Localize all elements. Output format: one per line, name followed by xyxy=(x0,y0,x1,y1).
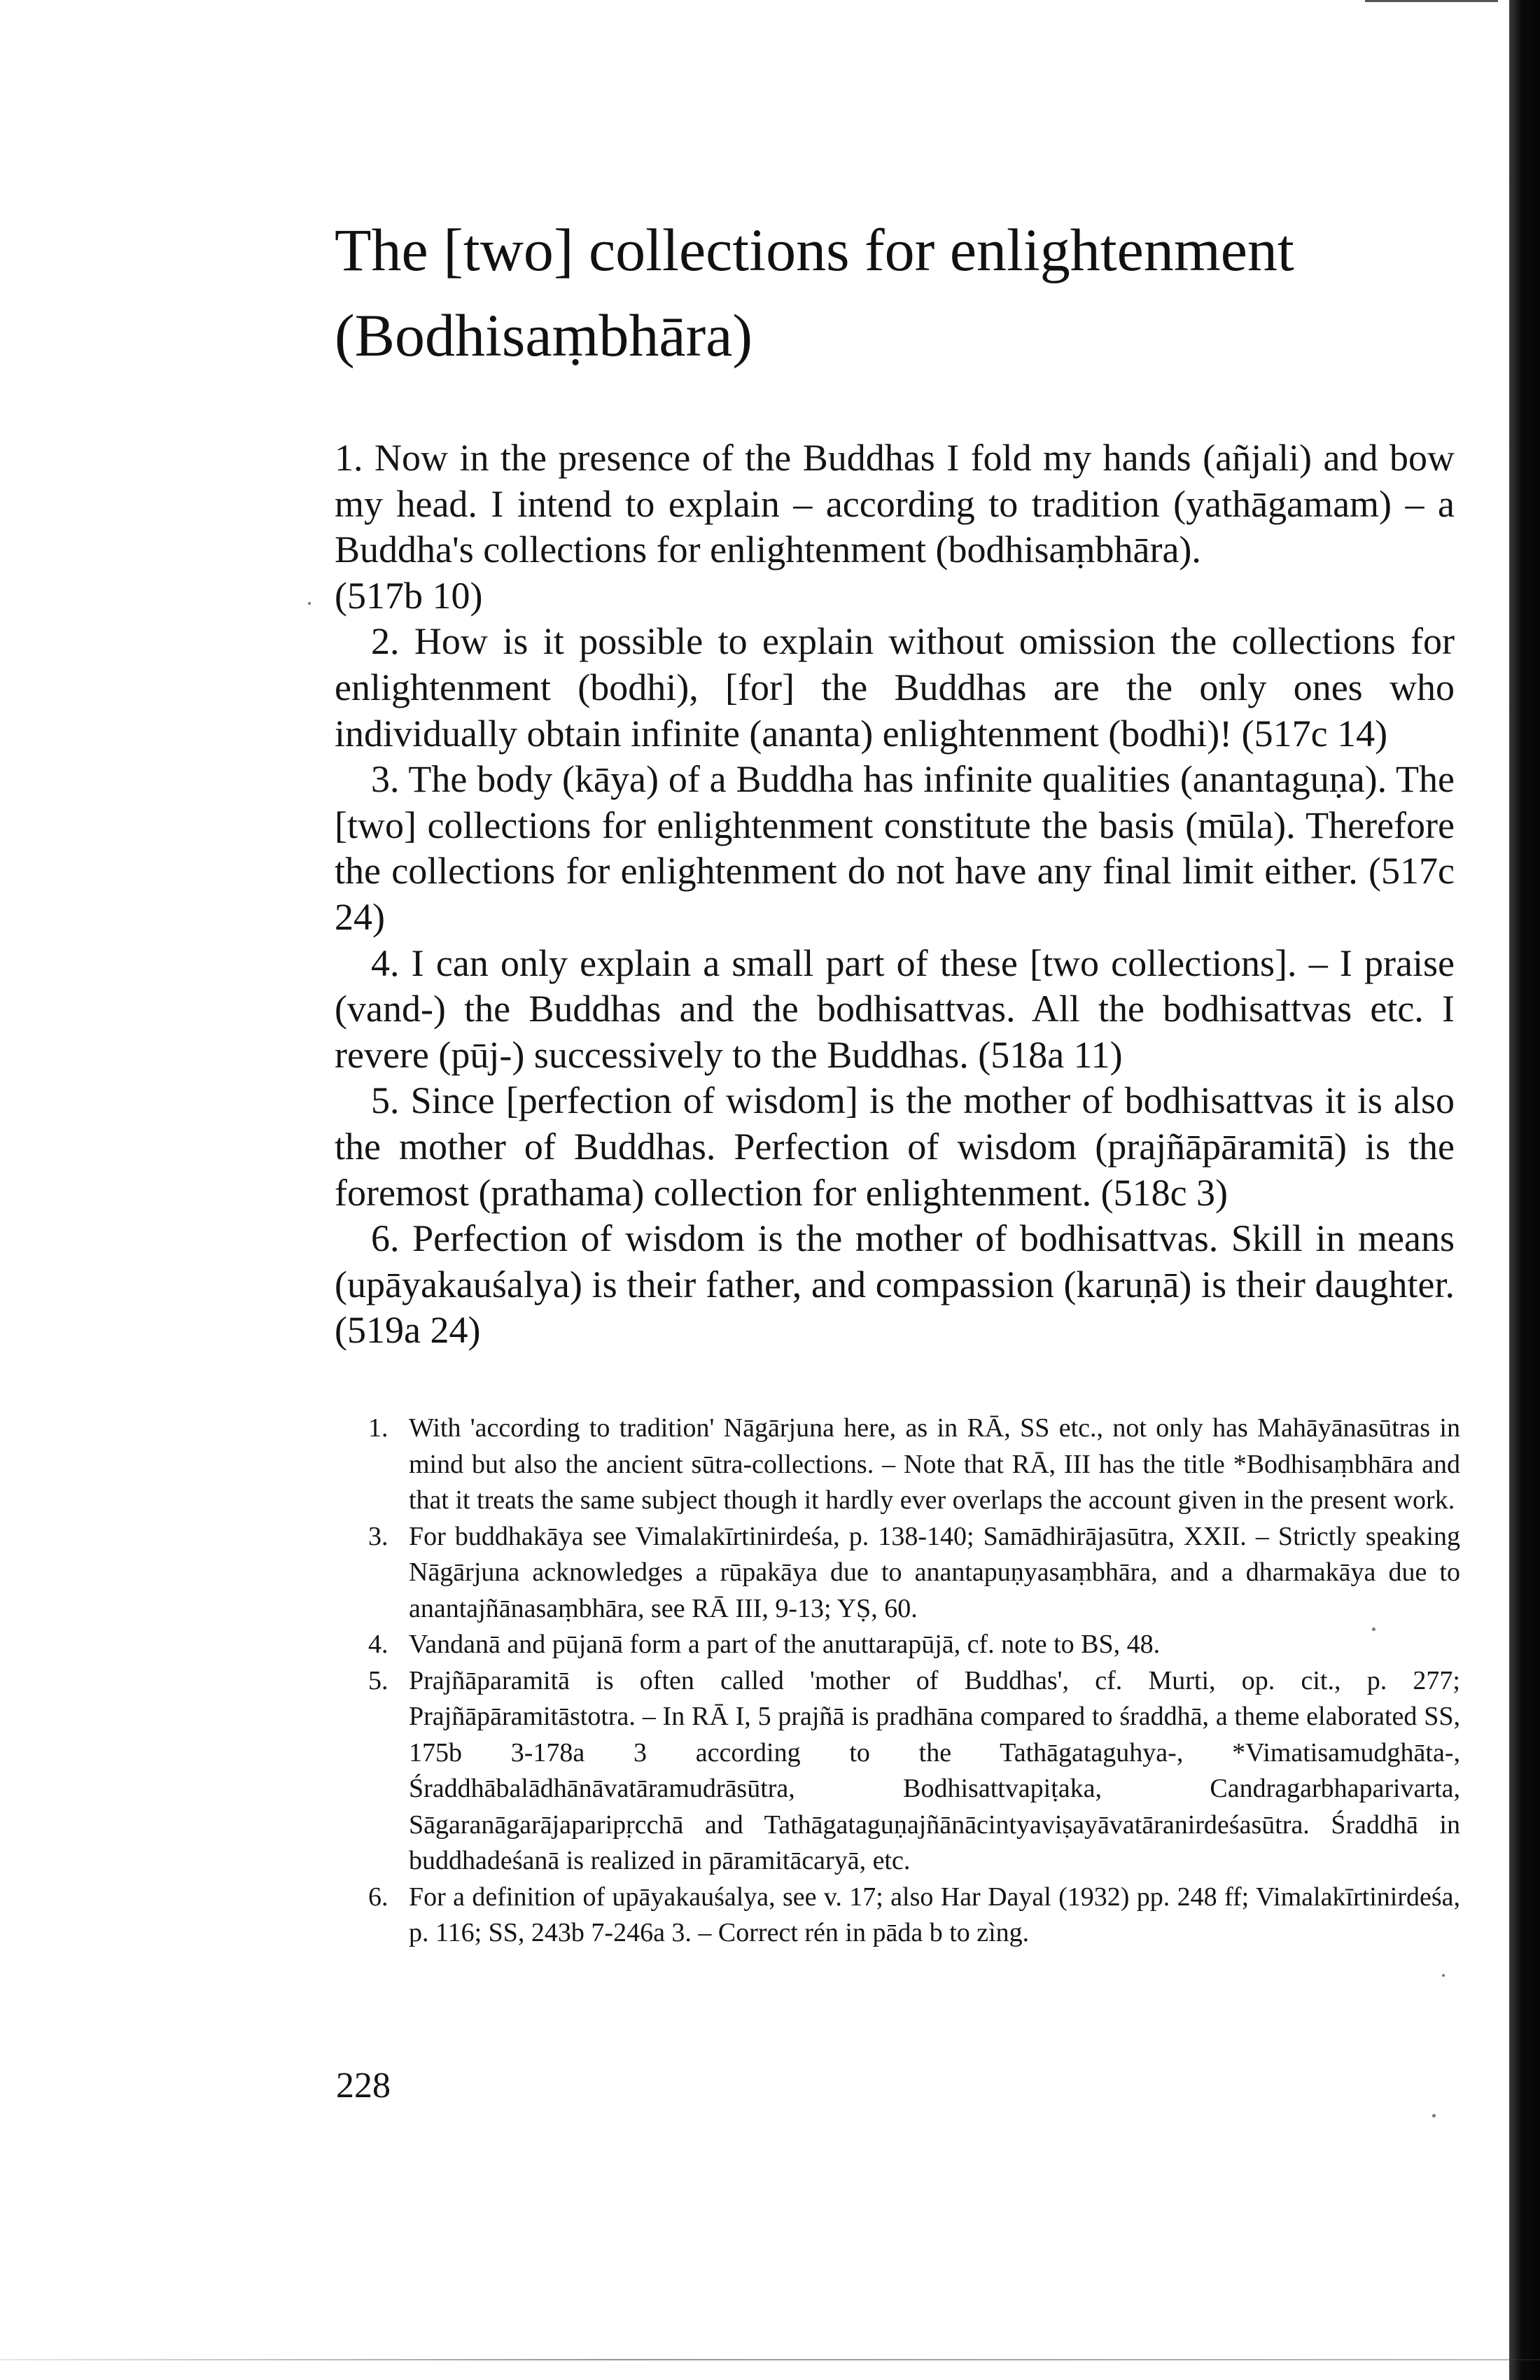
verse-1: 1. Now in the presence of the Buddhas I fold my hands (añjali) and bow my head. I intend to explain – according to tradition (yathāgamam) – a Buddha's collections for enlightenment (bodhisaṃbhāra). xyxy=(335,437,1455,571)
scan-speck xyxy=(308,602,311,605)
scan-top-mark xyxy=(1365,0,1498,2)
footnote-number: 1. xyxy=(368,1413,388,1443)
footnote-text: For buddhakāya see Vimalakīrtinirdeśa, p. 138-140; Samādhirājasūtra, XXII. – Strictly speaking Nāgārjuna acknowledges a rūpakāya due to anantapuṇyasaṃbhāra, and a dharmakāya due to anantajñānasaṃbhāra, see RĀ III, 9-13; YṢ, 60. xyxy=(409,1521,1460,1623)
footnote-text: Vandanā and pūjanā form a part of the anuttarapūjā, cf. note to BS, 48. xyxy=(409,1630,1161,1659)
footnote-text: For a definition of upāyakauśalya, see v. 17; also Har Dayal (1932) pp. 248 ff; Vimalakīrtinirdeśa, p. 116; SS, 243b 7-246a 3. – Correct rén in pāda b to zìng. xyxy=(409,1882,1460,1947)
footnote-number: 3. xyxy=(368,1521,388,1551)
footnote-number: 5. xyxy=(368,1665,388,1695)
verse-5: 5. Since [perfection of wisdom] is the mother of bodhisattvas it is also the mother of Buddhas. Perfection of wisdom (prajñāpāramitā) is the foremost (prathama) collection for enlightenment. (518c 3) xyxy=(335,1079,1455,1214)
page-number: 228 xyxy=(336,2066,391,2106)
verse-3: 3. The body (kāya) of a Buddha has infinite qualities (anantaguṇa). The [two] collections for enlightenment constitute the basis (mūla). Therefore the collections for enlightenment do not have any final limit either. (517c 24) xyxy=(335,758,1455,938)
footnote xyxy=(335,1410,1460,1519)
page-title xyxy=(335,207,1427,378)
footnote-number: 6. xyxy=(368,1882,388,1912)
footnote xyxy=(335,1879,1460,1952)
verse-2: 2. How is it possible to explain without omission the collections for enlightenment (bodhi), [for] the Buddhas are the only ones who individually obtain infinite (ananta) enlightenment (bodhi)! (517c 14) xyxy=(335,620,1455,755)
footnote xyxy=(335,1663,1460,1879)
verse-text xyxy=(335,435,1455,1354)
scan-shadow-edge xyxy=(1509,0,1540,2380)
verse-1-reference: (517b 10) xyxy=(335,574,483,617)
title-line-2: (Bodhisaṃbhāra) xyxy=(335,302,753,369)
footnote-text: With 'according to tradition' Nāgārjuna here, as in RĀ, SS etc., not only has Mahāyānasūtras in mind but also the ancient sūtra-collections. – Note that RĀ, III has the title *Bodhisaṃbhāra and that it treats the same subject though it hardly ever overlaps the account given in the present work. xyxy=(409,1413,1460,1515)
footnote-number: 4. xyxy=(368,1630,388,1659)
footnote-text: Prajñāparamitā is often called 'mother of Buddhas', cf. Murti, op. cit., p. 277; Prajñāpāramitāstotra. – In RĀ I, 5 prajñā is pradhāna compared to śraddhā, a theme elaborated SS, 175b 3-178a 3 according to the Tathāgataguhya-, *Vimatisamudghāta-, Śraddhābalādhānāvatāramudrāsūtra, Bodhisattvapiṭaka, Candragarbhaparivarta, Sāgaranāgarājaparipṛcchā and Tathāgataguṇajñānācintyaviṣayāvatāranirdeśasūtra. Śraddhā in buddhadeśanā is realized in pāramitācaryā, etc. xyxy=(409,1665,1460,1875)
footnote xyxy=(335,1627,1460,1663)
footnotes xyxy=(335,1410,1460,1952)
scan-speck xyxy=(1432,2114,1436,2118)
scan-speck xyxy=(1442,1974,1445,1977)
verse-6: 6. Perfection of wisdom is the mother of bodhisattvas. Skill in means (upāyakauśalya) is their father, and compassion (karuṇā) is their daughter. (519a 24) xyxy=(335,1217,1455,1352)
verse-4: 4. I can only explain a small part of these [two collections]. – I praise (vand-) the Buddhas and the bodhisattvas. All the bodhisattvas etc. I revere (pūj-) successively to the Buddhas. (518a 11) xyxy=(335,941,1455,1076)
footnote xyxy=(335,1519,1460,1628)
scan-bottom-rule xyxy=(0,2359,1540,2360)
title-line-1: The [two] collections for enlightenment xyxy=(335,216,1294,284)
